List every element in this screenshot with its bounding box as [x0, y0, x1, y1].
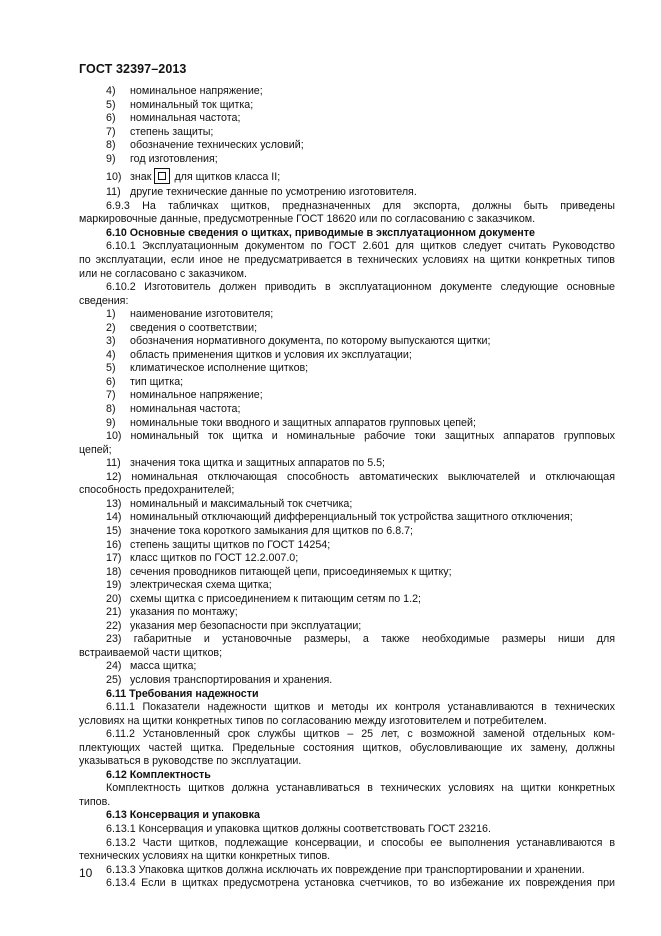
- paragraph-6-11-2: 6.11.2 Установленный срок службы щитков – 25 лет, с возможной заменой отдельных ком- плектующих частей щитка. Предельные состояния щитков, обусловливающие их замену, должны указываться в руководстве по эксплуатации.: [79, 728, 615, 768]
- paragraph-6-13-1: 6.13.1 Консервация и упаковка щитков должны соответствовать ГОСТ 23216.: [106, 822, 491, 835]
- list-item: 11) другие технические данные по усмотрению изготовителя.: [106, 186, 417, 199]
- paragraph-6-10-1: 6.10.1 Эксплуатационным документом по ГОСТ 2.601 для щитков следует считать Руководство по эксплуатации, если иное не предусматривается в технических условиях на щитки конкретных типов или не согласовано с заказчиком.: [79, 240, 615, 280]
- paragraph-6-10-2: 6.10.2 Изготовитель должен приводить в эксплуатационном документе следующие основные сведения:: [79, 281, 615, 307]
- list-item: 4) номинальное напряжение;: [106, 85, 263, 97]
- page-number: 10: [79, 866, 93, 880]
- list-item: 21) указания по монтажу;: [106, 606, 238, 619]
- list-item: 4) область применения щитков и условия их эксплуатации;: [106, 348, 412, 361]
- section-heading-6-12: 6.12 Комплектность: [106, 768, 211, 781]
- list-item: 3) обозначения нормативного документа, по которому выпускаются щитки;: [106, 335, 491, 348]
- list-item: 20) схемы щитка с присоединением к питающим сетям по 1.2;: [106, 592, 421, 605]
- list-item: 18) сечения проводников питающей цепи, присоединяемых к щитку;: [106, 565, 452, 578]
- list-item: 6) номинальная частота;: [106, 112, 241, 125]
- paragraph-6-12: Комплектность щитков должна устанавливаться в технических условиях на щитки конкретных типов.: [79, 782, 615, 808]
- list-item: 5) номинальный ток щитка;: [106, 98, 254, 111]
- page-content: [79, 85, 615, 891]
- section-heading-6-11: 6.11 Требования надежности: [106, 687, 259, 700]
- list-item-class-ii-sign: 10) знак для щитков класса II;: [79, 168, 615, 186]
- double-insulation-sign-icon: [154, 168, 170, 184]
- list-item: 9) номинальные токи вводного и защитных аппаратов групповых цепей;: [106, 416, 476, 429]
- list-item: 6) тип щитка;: [106, 375, 184, 388]
- list-item: 7) степень защиты;: [106, 125, 214, 138]
- list-item: 14) номинальный отключающий дифференциальный ток устройства защитного отключения;: [106, 511, 573, 524]
- list-item: 1) наименование изготовителя;: [106, 308, 274, 321]
- list-item: 8) номинальная частота;: [106, 403, 241, 416]
- list-item: 17) класс щитков по ГОСТ 12.2.007.0;: [106, 552, 299, 565]
- list-item: 2) сведения о соответствии;: [106, 321, 258, 334]
- paragraph-6-9-3: 6.9.3 На табличках щитков, предназначенных для экспорта, должны быть приведены маркировочные данные, предусмотренные ГОСТ 18620 или по согласованию с заказчиком.: [79, 199, 615, 226]
- list-item: 16) степень защиты щитков по ГОСТ 14254;: [106, 538, 331, 551]
- list-item: 13) номинальный и максимальный ток счетчика;: [106, 497, 353, 510]
- list-item: 15) значение тока короткого замыкания для щитков по 6.8.7;: [106, 524, 414, 537]
- list-item: 8) обозначение технических условий;: [106, 139, 304, 152]
- list-item: 7) номинальное напряжение;: [106, 389, 263, 402]
- list-item: 5) климатическое исполнение щитков;: [106, 362, 309, 375]
- list-item: 9) год изготовления;: [106, 152, 218, 165]
- section-heading-6-10: 6.10 Основные сведения о щитках, приводимые в эксплуатационном документе: [106, 226, 535, 239]
- list-item: 24) масса щитка;: [106, 660, 197, 673]
- list-item: 19) электрическая схема щитка;: [106, 579, 272, 592]
- list-item: 22) указания мер безопасности при эксплуатации;: [106, 619, 362, 632]
- list-item-wrapped: 12) номинальная отключающая способность автоматических выключателей и отключающая способность предохранителей;: [79, 470, 615, 497]
- document-header: ГОСТ 32397–2013: [79, 62, 187, 76]
- list-item: 11) значения тока щитка и защитных аппаратов по 5.5;: [106, 457, 386, 470]
- paragraph-6-13-3: 6.13.3 Упаковка щитков должна исключать их повреждение при транспортировании и хранении.: [106, 863, 585, 876]
- paragraph-6-13-2: 6.13.2 Части щитков, подлежащие консервации, и способы ее выполнения устанавливаются в технических условиях на щитки конкретных типов.: [79, 836, 615, 863]
- paragraph-6-13-4: 6.13.4 Если в щитках предусмотрена установка счетчиков, то во избежание их повреждения при: [106, 877, 615, 890]
- list-item-wrapped: 10) номинальный ток щитка и номинальные рабочие токи защитных аппаратов групповых цепей;: [79, 430, 615, 456]
- list-item: 25) условия транспортирования и хранения.: [106, 673, 333, 686]
- list-item-wrapped: 23) габаритные и установочные размеры, а также необходимые размеры ниши для встраиваемой части щитков;: [79, 633, 615, 659]
- paragraph-6-11-1: 6.11.1 Показатели надежности щитков и методы их контроля устанавливаются в технических условиях на щитки конкретных типов по согласованию между изготовителем и потребителем.: [79, 701, 615, 727]
- section-heading-6-13: 6.13 Консервация и упаковка: [106, 809, 260, 822]
